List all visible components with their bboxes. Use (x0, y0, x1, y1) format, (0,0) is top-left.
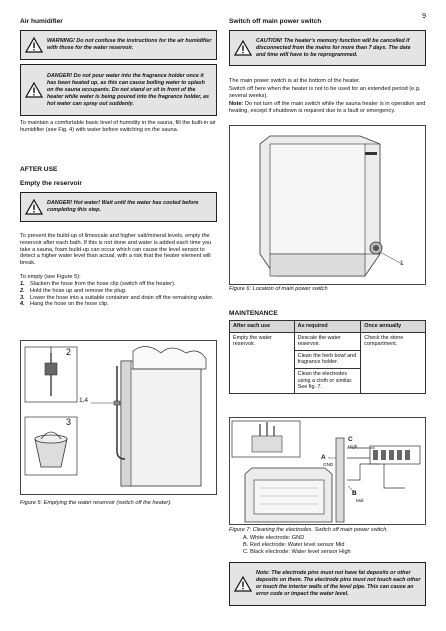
danger-box-fragrance (20, 64, 217, 116)
table-row (230, 332, 426, 350)
empty-reservoir-heading: Empty the reservoir (20, 180, 82, 187)
maintenance-table (229, 320, 426, 394)
fig7-label-a: A (321, 454, 326, 461)
note-text: Note: The electrode pins must not have fat deposits or other deposits on them. The electrode pins must not touch each other or touch the interior walls of the level pipe. This can cause an error code or impact the water level. (256, 570, 421, 597)
main-switch-heading: Switch off main power switch (229, 18, 322, 25)
fig7-label-b: B (352, 490, 357, 497)
figure-6-illustration (229, 125, 426, 285)
figure-7-caption: Figure 7: Cleaning the electrodes. Switch off main power switch. (229, 527, 388, 533)
table-cell: Descale the water reservoir. (294, 332, 361, 350)
caution-triangle-icon (230, 40, 256, 56)
fig5-label-3: 3 (66, 417, 72, 427)
table-cell: Clean the herb bowl and fragrance holder. (294, 350, 361, 368)
figure-5-caption: Figure 5: Emptying the water reservoir (switch off the heater). (20, 500, 172, 506)
danger-text: DANGER! Do not pour water into the fragrance holder once it has been heated up, as this can cause boiling water to splash on the sauna occupants. Do not stand or sit in front of the heater while water is being poured into the fragrance holder, as hot water can spray out suddenly. (47, 72, 210, 107)
legend-item: A. White electrode: GND (243, 535, 305, 541)
danger-box-hot-water (20, 192, 217, 222)
reservoir-paragraph: To prevent the build-up of limescale and higher salt/mineral levels, empty the reservoir after each bath. If this is not done and water is added each time you take a sauna, foam build-up can occur which can cause the level sensor to detect a higher water level than actual, with a risk that the heater element will break. (20, 233, 212, 267)
step-item: 4. Hang the hose on the hose clip. (20, 301, 109, 308)
fig7-label-mid: Mid (356, 498, 364, 503)
table-cell: Clean the electrodes using a cloth or similar. See fig. 7. (294, 368, 361, 393)
page-number: 9 (422, 13, 426, 20)
after-use-heading: AFTER USE (20, 166, 58, 173)
figure-7-legend (243, 535, 426, 555)
fig7-label-high: High (348, 444, 358, 449)
table-header: As required (294, 321, 361, 333)
warning-box-humidifier (20, 30, 217, 60)
maintenance-heading: MAINTENANCE (229, 310, 278, 317)
caution-text: CAUTION! The heater's memory function will be cancelled if disconnected from the mains for more than 7 days. The date and time will have to be reprogrammed. (256, 37, 411, 58)
table-cell: Check the stone compartment. (361, 332, 426, 393)
fig6-label-1: 1 (400, 260, 404, 267)
legend-item: C. Black electrode: Water level sensor High (243, 548, 351, 555)
empty-steps-list (20, 281, 217, 308)
switch-note: Note: Do not turn off the main switch while the sauna heater is in operation and heating, except if shutdown is required due to a fault or emergency. (229, 101, 426, 114)
note-box-electrodes (229, 562, 426, 606)
warning-text: WARNING! Do not confuse the instructions for the air humidifier with those for the water reservoir. (47, 38, 212, 51)
table-header-row (230, 321, 426, 333)
fig7-label-c: C (348, 436, 353, 443)
table-header: After each use (230, 321, 295, 333)
figure-5-illustration (20, 340, 217, 495)
danger-text: DANGER! Hot water! Wait until the water has cooled before completing this step. (47, 200, 199, 213)
fig5-label-1-4: 1,4 (79, 397, 89, 404)
switch-paragraph-1: The main power switch is at the bottom of the heater. (229, 78, 361, 84)
step-item: 3. Lower the hose into a suitable container and drain off the remaining water. (20, 294, 214, 301)
fig7-label-gnd: GND (323, 462, 334, 467)
danger-triangle-icon (21, 82, 47, 98)
empty-intro: To empty (see Figure 5): (20, 274, 81, 280)
warning-triangle-icon (230, 576, 256, 592)
caution-box-memory (229, 30, 426, 66)
humidifier-paragraph: To maintain a comfortable basic level of humidity in the sauna, fill the built-in air humidifier (see Fig. 4) with water before switching on the sauna. (20, 120, 216, 133)
air-humidifier-heading: Air humidifier (20, 18, 63, 25)
fig5-label-2: 2 (66, 347, 72, 357)
danger-triangle-icon (21, 199, 47, 215)
legend-item: B. Red electrode: Water level sensor Mid (243, 541, 345, 548)
warning-triangle-icon (21, 37, 47, 53)
figure-6-caption: Figure 6: Location of main power switch (229, 286, 328, 292)
table-cell: Empty the water reservoir. (230, 332, 295, 393)
figure-7-illustration (229, 417, 426, 525)
step-item: 1. Slacken the hose from the hose clip (switch off the heater). (20, 281, 176, 287)
table-header: Once annually (361, 321, 426, 333)
switch-paragraph-2: Switch off here when the heater is not to be used for an extended period (e.g. several weeks). (229, 86, 421, 99)
step-item: 2. Hold the hose up and remove the plug. (20, 287, 127, 294)
